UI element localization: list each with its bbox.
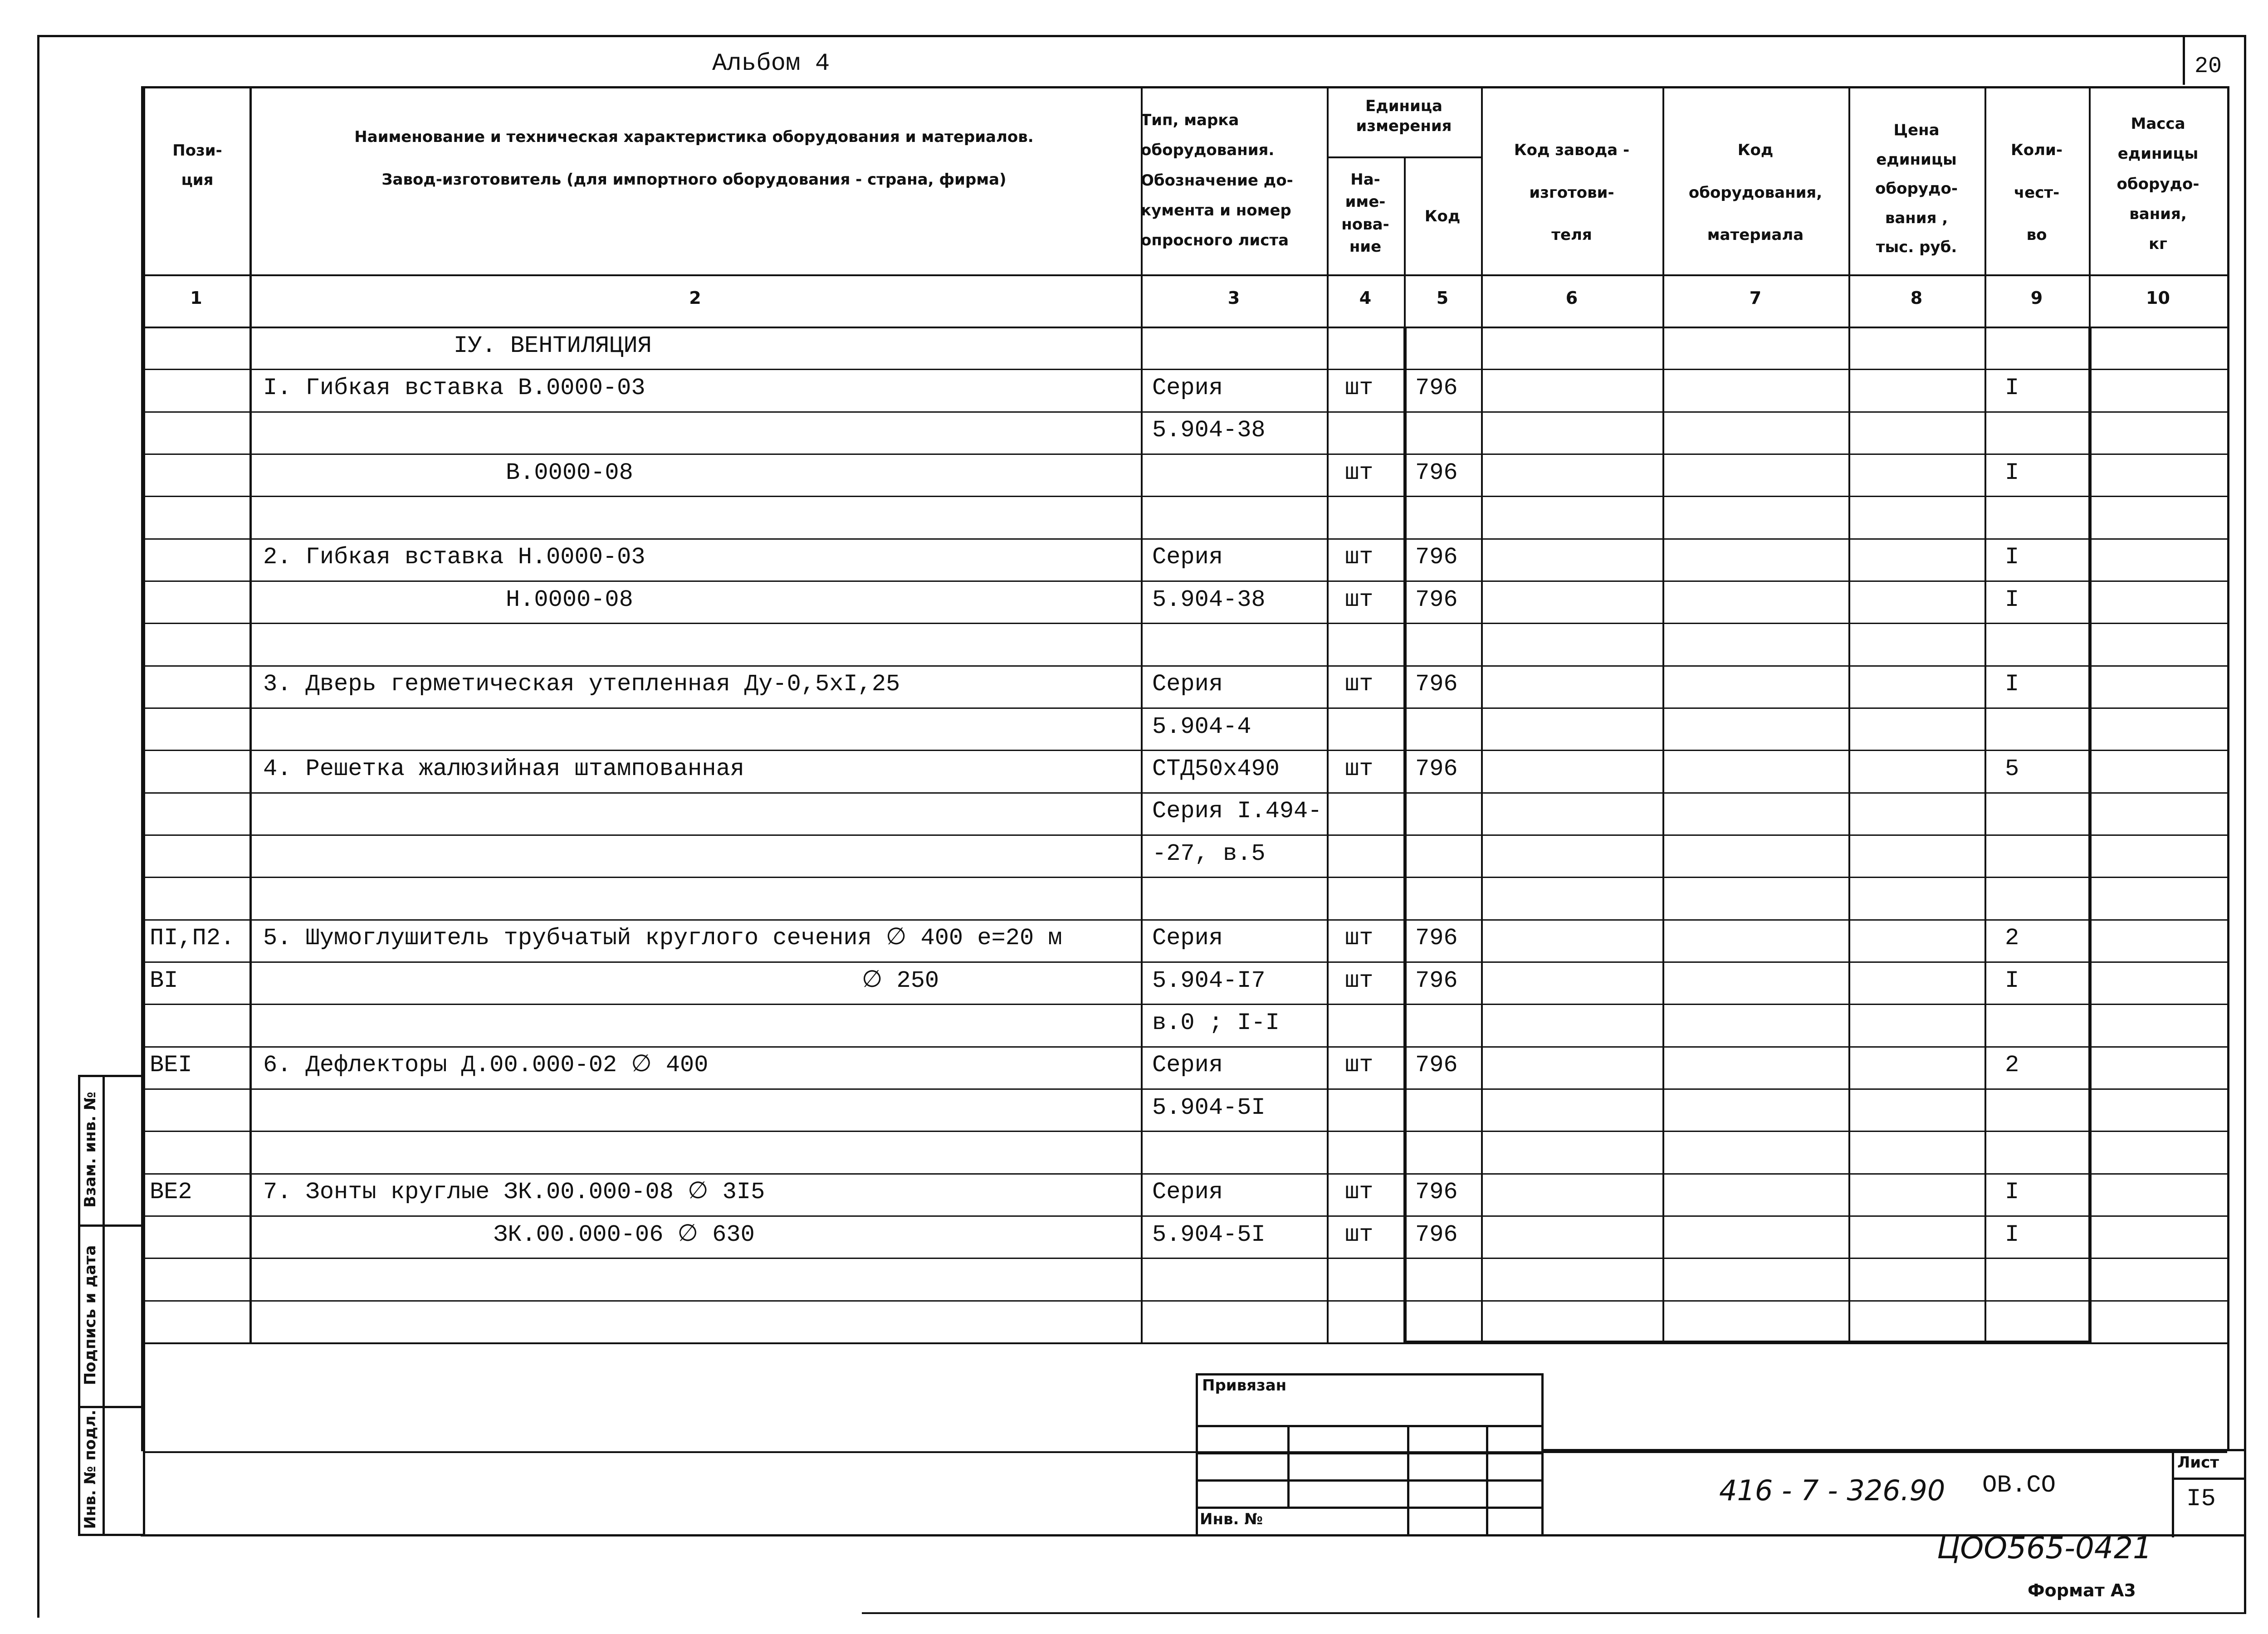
row-position: ПI,П2. [150,925,235,952]
header-type-line: Тип, марка [1141,111,1239,129]
row-code: 796 [1415,586,1458,613]
table-row-border [143,1131,2227,1132]
table-row-border [143,834,2227,836]
sheet-number: I5 [2186,1485,2216,1513]
header-position-text: Пози-ция [172,141,222,189]
row-name: 2. Гибкая вставка Н.0000-03 [263,544,645,571]
row-unit: шт [1345,375,1374,401]
row-code: 796 [1415,375,1458,401]
header-bottom-border [143,274,2227,276]
titleblock-main-bottom [141,1534,2246,1536]
row-code: 796 [1415,459,1458,486]
row-name: ЗК.00.000-06 ∅ 630 [494,1221,755,1248]
row-quantity: I [2005,671,2019,698]
row-unit: шт [1345,925,1374,952]
row-quantity: 2 [2005,925,2019,952]
column-number: 3 [1227,288,1240,308]
header-price-line: вания , [1885,209,1948,227]
header-price-line: тыс. руб. [1876,238,1957,257]
row-name: I. Гибкая вставка В.0000-03 [263,375,645,401]
document-code: 416 - 7 - 326.90 [1719,1474,1945,1507]
row-unit: шт [1345,1179,1374,1206]
row-code: 796 [1415,925,1458,952]
titleblock-main-top [1541,1449,2246,1451]
column-number: 6 [1565,288,1578,308]
row-type: Серия [1152,1052,1223,1079]
row-code: 796 [1415,1052,1458,1079]
album-title: Альбом 4 [712,50,830,78]
row-position: ВЕI [150,1052,192,1079]
row-code: 796 [1415,544,1458,571]
table-row-border [143,1088,2227,1090]
table-row-border [143,877,2227,878]
header-unit-name [1327,169,1404,258]
titleblock-bound-top [1196,1373,1544,1375]
row-quantity: I [2005,1179,2019,1206]
titleblock-bound-v3 [1486,1425,1488,1536]
row-type: 5.904-38 [1152,417,1266,444]
row-type: Серия [1152,671,1223,698]
row-type: Серия I.494- [1152,798,1322,825]
table-row-border [143,369,2227,370]
column-number: 8 [1910,288,1923,308]
column-number: 7 [1749,288,1762,308]
row-code: 796 [1415,756,1458,782]
column-border [1662,86,1664,1342]
row-code: 796 [1415,1179,1458,1206]
titleblock-sheet-mid [2172,1478,2246,1480]
body-bottom-border [143,1342,2227,1344]
row-name: В.0000-08 [506,459,633,486]
row-quantity: I [2005,375,2019,401]
row-type: -27, в.5 [1152,840,1266,867]
titleblock-bound-h1 [1196,1425,1544,1427]
inv-label: Инв. № [1200,1510,1263,1528]
row-type: Серия [1152,925,1223,952]
row-type: 5.904-5I [1152,1221,1266,1248]
table-row-border [143,411,2227,413]
header-unit-line: Единица [1365,97,1442,115]
row-code: 796 [1415,671,1458,698]
column-number: 2 [689,288,701,308]
archive-page: 21 [2114,1531,2152,1566]
header-price-line: оборудо- [1875,180,1958,198]
column-number: 5 [1436,288,1449,308]
row-unit: шт [1345,459,1374,486]
table-row-border [143,750,2227,751]
table-row-border [143,580,2227,582]
row-type: СТД50х490 [1152,756,1280,782]
header-unit-line: измерения [1356,117,1452,136]
table-row-border [143,1046,2227,1048]
row-code: 796 [1415,967,1458,994]
titleblock-bound-h4 [1196,1507,1544,1509]
row-name: Н.0000-08 [506,586,633,613]
column-numbers-bottom-border [143,327,2227,328]
column-border [1327,86,1329,1342]
table-row-border [143,1215,2227,1217]
side-stamp-top [78,1075,145,1077]
row-name: IУ. ВЕНТИЛЯЦИЯ [454,332,652,359]
column-number: 4 [1359,288,1372,308]
table-row-border [143,961,2227,963]
header-quantity-line: во [2026,226,2047,244]
header-position [145,136,249,195]
row-quantity: I [2005,459,2019,486]
header-type-line: опросного листа [1141,231,1289,250]
header-unit-name-line: нова- [1341,215,1389,234]
side-stamp-sep1 [78,1224,145,1227]
header-quantity-line: Коли- [2011,141,2063,159]
column-border [1141,86,1143,1342]
side-stamp-left [78,1075,80,1535]
row-name: 5. Шумоглушитель трубчатый круглого сечения ∅ 400 е=20 м [263,925,1062,952]
row-type: Серия [1152,375,1223,401]
archive-number: ЦОО565-04 [1937,1531,2113,1566]
table-row-border [143,538,2227,540]
header-mass-line: Масса [2131,115,2185,133]
column-number: 10 [2146,288,2170,308]
row-unit: шт [1345,1221,1374,1248]
column-border [249,86,252,1342]
row-name: 4. Решетка жалюзийная штампованная [263,756,744,782]
table-row-border [143,1300,2227,1302]
header-factory-code-line: теля [1551,226,1592,244]
header-factory-code-line: изготови- [1529,183,1614,202]
table-row-border [143,1004,2227,1005]
column-border [1848,86,1850,1342]
table-row-border [143,919,2227,921]
row-type: Серия [1152,1179,1223,1206]
header-unit-name-line: На- [1350,171,1380,189]
table-row-border [143,707,2227,709]
titleblock-bound-right [1541,1373,1544,1536]
header-price [1848,116,1984,262]
titleblock-bound-v2 [1407,1425,1409,1536]
row-code: 796 [1415,1221,1458,1248]
row-quantity: 2 [2005,1052,2019,1079]
column-number: 1 [190,288,202,308]
format-label: Формат А3 [2028,1580,2136,1600]
row-quantity: I [2005,544,2019,571]
row-name: 7. Зонты круглые ЗК.00.000-08 ∅ 3I5 [263,1179,765,1206]
header-mass-line: оборудо- [2116,175,2200,193]
header-type-line: Обозначение до- [1141,171,1293,190]
table-row-border [143,665,2227,667]
row-unit: шт [1345,586,1374,613]
row-position: ВI [150,967,178,994]
table-bottom-border [143,1451,2227,1453]
row-unit: шт [1345,671,1374,698]
bound-label: Привязан [1202,1376,1287,1395]
row-quantity: 5 [2005,756,2019,782]
row-type: Серия [1152,544,1223,571]
side-stamp-inv-original: Инв. № подл. [81,1410,99,1529]
header-name [249,129,1139,187]
row-name: 3. Дверь герметическая утепленная Ду-0,5хI,25 [263,671,900,698]
header-quantity-line: чест- [2014,183,2060,202]
header-quantity [1984,129,2089,257]
table-row-border [143,792,2227,794]
column-border [1984,86,1986,1342]
header-factory-code-line: Код завода - [1514,141,1630,159]
document-mark: ОВ.СО [1982,1472,2056,1499]
header-type-line: оборудования. [1141,141,1275,160]
header-unit-name-line: ние [1349,237,1382,256]
header-equipment-code [1662,129,1848,257]
row-type: 5.904-38 [1152,586,1266,613]
header-mass-line: единицы [2117,145,2199,163]
header-name-line2: Завод-изготовитель (для импортного оборудования - страна, фирма) [381,171,1007,189]
header-unit-name-line: име- [1345,193,1386,211]
table-row-border [143,1258,2227,1259]
header-unit [1327,96,1481,136]
header-type-line: кумента и номер [1141,201,1291,219]
sheet-label: Лист [2177,1454,2219,1472]
row-type: 5.904-5I [1152,1094,1266,1121]
table-row-border [143,623,2227,624]
header-type [1141,105,1327,255]
table-row-border [143,1173,2227,1175]
row-unit: шт [1345,1052,1374,1079]
row-unit: шт [1345,967,1374,994]
row-type: в.0 ; I-I [1152,1010,1280,1036]
header-equipment-code-line: материала [1707,226,1804,244]
row-unit: шт [1345,756,1374,782]
table-row-border [143,496,2227,497]
column-number: 9 [2030,288,2043,308]
table-row-border [143,454,2227,455]
row-name: 6. Дефлекторы Д.00.000-02 ∅ 400 [263,1052,709,1079]
header-name-line1: Наименование и техническая характеристика оборудования и материалов. [354,128,1034,146]
header-price-line: единицы [1876,150,1957,169]
table-right-outer [2227,86,2229,1451]
column-border [1481,86,1483,1342]
table-top-border [143,86,2229,88]
header-mass-line: кг [2149,235,2167,254]
titleblock-bound-h2 [1196,1452,1544,1454]
row-name: ∅ 250 [862,967,939,994]
header-price-line: Цена [1893,121,1940,139]
titleblock-bound-left [1196,1373,1198,1536]
side-stamp-signature-date: Подпись и дата [81,1245,99,1385]
header-equipment-code-line: оборудования, [1688,183,1823,202]
header-factory-code [1481,129,1662,257]
row-type: 5.904-4 [1152,713,1251,740]
header-mass-line: вания, [2129,205,2187,223]
side-stamp-replacement-inv: Взам. инв. № [81,1092,99,1208]
row-quantity: I [2005,586,2019,613]
row-position: ВЕ2 [150,1179,192,1206]
row-quantity: I [2005,1221,2019,1248]
titleblock-bound-h3 [1196,1479,1544,1482]
side-stamp-mid [103,1075,105,1535]
row-unit: шт [1345,544,1374,571]
header-unit-code-text: Код [1424,207,1461,225]
page-number: 20 [2195,54,2222,79]
row-quantity: I [2005,967,2019,994]
titleblock-bound-v1 [1287,1425,1290,1507]
row-type: 5.904-I7 [1152,967,1266,994]
header-unit-code [1404,202,1481,231]
titleblock-sheet-left [2172,1449,2174,1537]
header-equipment-code-line: Код [1737,141,1774,159]
header-mass [2089,109,2227,259]
